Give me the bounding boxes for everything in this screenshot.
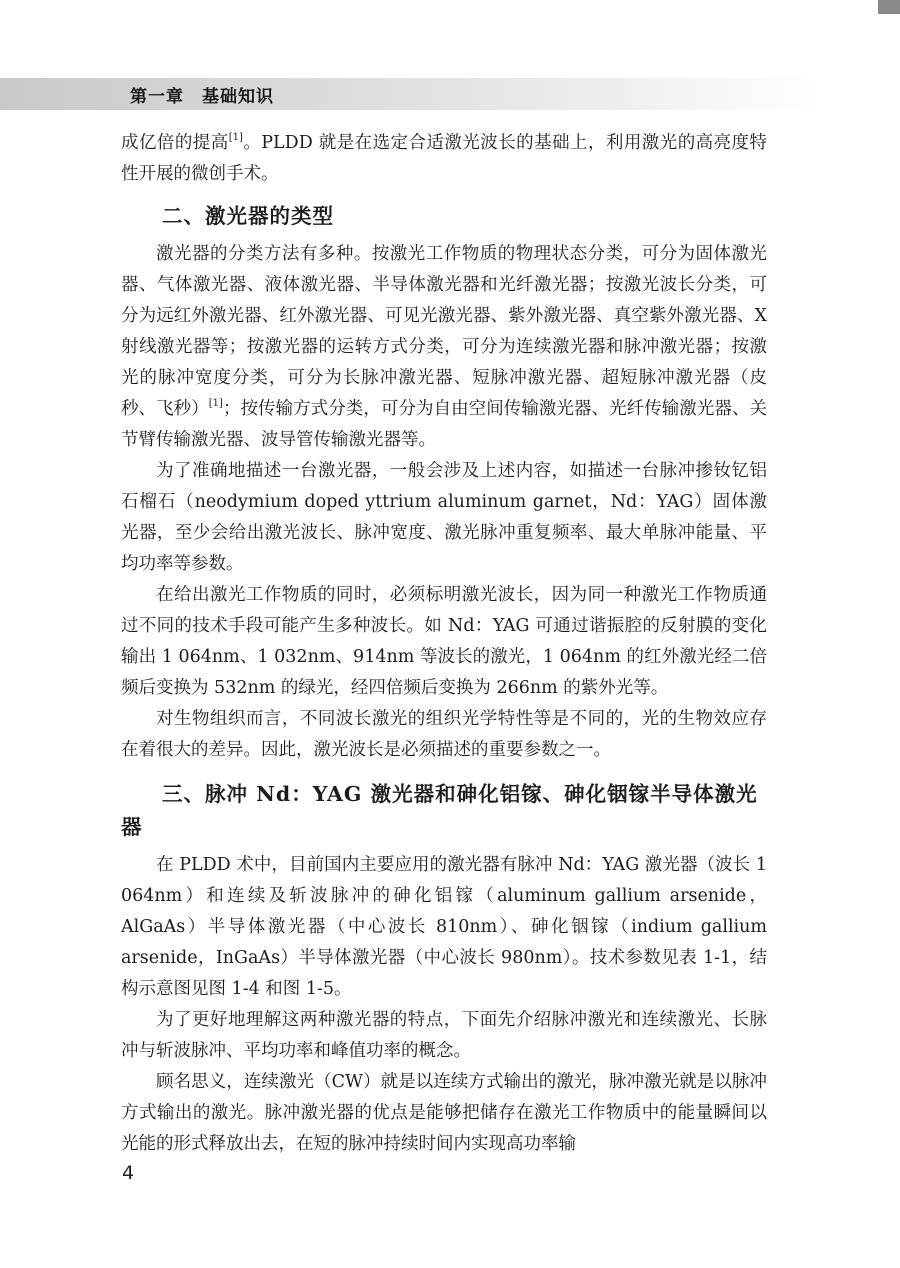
- paragraph-biological-effect: 对生物组织而言，不同波长激光的组织光学特性等是不同的，光的生物效应存在着很大的差异。因此，激光波长是必须描述的重要参数之一。: [121, 709, 767, 760]
- page-body: [121, 128, 767, 1160]
- paragraph-concepts-intro: 为了更好地理解这两种激光器的特点，下面先介绍脉冲激光和连续激光、长脉冲与斩波脉冲、平均功率和峰值功率的概念。: [121, 1010, 767, 1061]
- citation-ref: [1]: [208, 398, 223, 409]
- paragraph-description: 为了准确地描述一台激光器，一般会涉及上述内容，如描述一台脉冲掺钕钇铝石榴石（neodymium doped yttrium aluminum garnet，Nd：YAG）固体激光器，至少会给出激光波长、脉冲宽度、激光脉冲重复频率、最大单脉冲能量、平均功率等参数。: [121, 461, 767, 574]
- chapter-title: 第一章 基础知识: [130, 87, 274, 107]
- citation-ref: [1]: [228, 132, 243, 143]
- section-heading-laser-types: 二、激光器的类型: [162, 204, 334, 228]
- paragraph-pldd-lasers: 在 PLDD 术中，目前国内主要应用的激光器有脉冲 Nd：YAG 激光器（波长 1 064nm）和连续及斩波脉冲的砷化铝镓（aluminum gallium arsenide，AlGaAs）半导体激光器（中心波长 810nm）、砷化铟镓（indium gallium arsenide，InGaAs）半导体激光器（中心波长 980nm）。技术参数见表 1-1，结构示意图见图 1-4 和图 1-5。: [121, 855, 767, 999]
- paragraph-continuous-vs-pulse: 顾名思义，连续激光（CW）就是以连续方式输出的激光，脉冲激光就是以脉冲方式输出的激光。脉冲激光器的优点是能够把储存在激光工作物质中的能量瞬间以光能的形式释放出去，在短的脉冲持续时间内实现高功率输: [121, 1072, 767, 1154]
- paragraph-text: 。PLDD 就是在选定合适激光波长的基础上，利用激光的高亮度特性开展的微创手术。: [121, 133, 767, 184]
- section-heading-nd-yag: 三、脉冲 Nd：YAG 激光器和砷化铝镓、砷化铟镓半导体激光器: [121, 782, 758, 839]
- paragraph-continued: [121, 128, 767, 190]
- page-corner-mark: [878, 0, 900, 14]
- paragraph-wavelength: 在给出激光工作物质的同时，必须标明激光波长，因为同一种激光工作物质通过不同的技术手段可能产生多种波长。如 Nd：YAG 可通过谐振腔的反射膜的变化输出 1 064nm、1 032nm、914nm 等波长的激光，1 064nm 的红外激光经二倍频后变换为 532nm 的绿光，经四倍频后变换为 266nm 的紫外光等。: [121, 585, 767, 698]
- running-header: [0, 78, 818, 110]
- paragraph-text: ；按传输方式分类，可分为自由空间传输激光器、光纤传输激光器、关节臂传输激光器、波导管传输激光器等。: [121, 399, 768, 450]
- paragraph-text: 激光器的分类方法有多种。按激光工作物质的物理状态分类，可分为固体激光器、气体激光器、液体激光器、半导体激光器和光纤激光器；按激光波长分类，可分为远红外激光器、红外激光器、可见光激光器、紫外激光器、真空紫外激光器、X 射线激光器等；按激光器的运转方式分类，可分为连续激光器和脉冲激光器；按激光的脉冲宽度分类，可分为长脉冲激光器、短脉冲激光器、超短脉冲激光器（皮秒、飞秒）: [121, 244, 767, 419]
- paragraph-classification: [121, 239, 767, 456]
- page-number: 4: [122, 1162, 135, 1184]
- paragraph-text: 成亿倍的提高: [121, 133, 229, 153]
